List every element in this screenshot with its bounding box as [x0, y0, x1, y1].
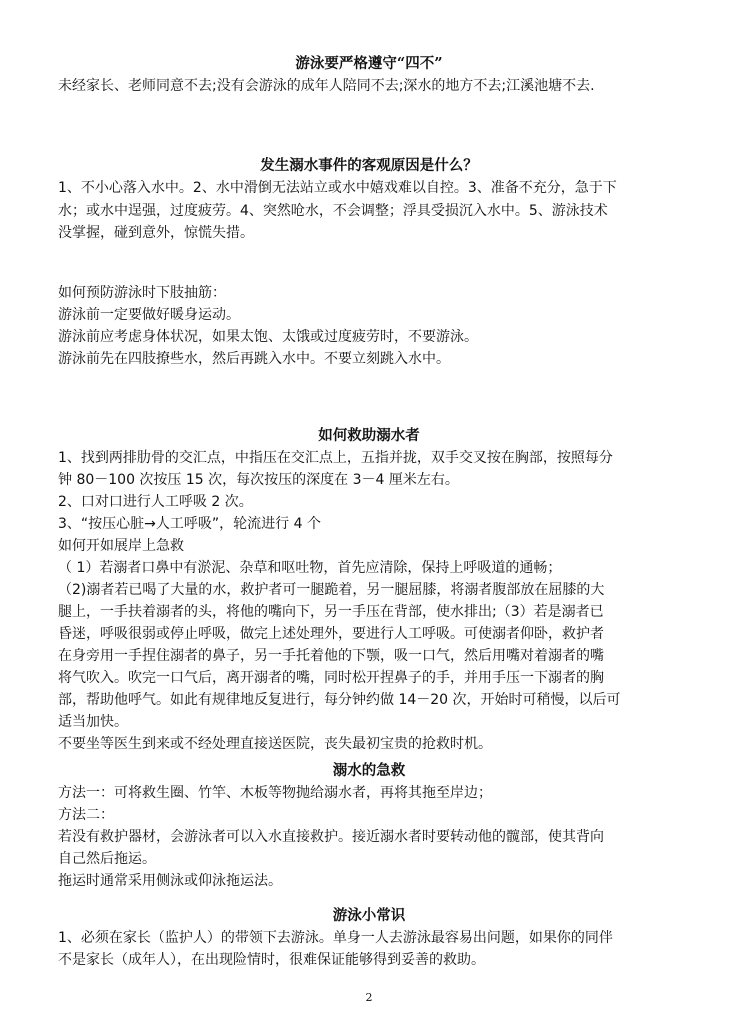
paragraph-line: 适当加快。 [58, 714, 128, 730]
paragraph-line: 1、必须在家长（监护人）的带领下去游泳。单身一人去游泳最容易出问题，如果你的同伴 [58, 930, 613, 946]
paragraph-line: 如何预防游泳时下肢抽筋： [58, 285, 226, 301]
paragraph-line: 方法二： [58, 807, 114, 823]
paragraph-line: 将气吹入。吹完一口气后，离开溺者的嘴，同时松开捏鼻子的手，并用手压一下溺者的胸 [58, 670, 604, 686]
paragraph-line: 1、不小心落入水中。2、水中滑倒无法站立或水中嬉戏难以自控。3、准备不充分，急于下 [58, 180, 617, 196]
paragraph-line: 游泳前一定要做好暖身运动。 [58, 307, 240, 323]
paragraph-line: 在身旁用一手捏住溺者的鼻子，另一手托着他的下颚，吸一口气，然后用嘴对着溺者的嘴 [58, 648, 604, 664]
page-number: 2 [365, 991, 373, 1004]
paragraph-line: 腿上，一手扶着溺者的头，将他的嘴向下，另一手压在背部，使水排出;（3）若是溺者已 [58, 604, 604, 620]
paragraph-line: 拖运时通常采用侧泳或仰泳拖运法。 [58, 873, 282, 889]
paragraph-line: 1、找到两排肋骨的交汇点，中指压在交汇点上，五指并拢，双手交叉按在胸部，按照每分 [58, 450, 613, 466]
section-title-first-aid: 溺水的急救 [332, 762, 406, 779]
section-title-four-nots: 游泳要严格遵守“四不” [295, 55, 443, 72]
paragraph-line: 钟 80－100 次按压 15 次，每次按压的深度在 3－4 厘米左右。 [58, 472, 459, 488]
section-title-drowning-causes: 发生溺水事件的客观原因是什么？ [260, 157, 478, 174]
paragraph-line: 方法一：可将救生圈、竹竿、木板等物抛给溺水者，再将其拖至岸边； [58, 785, 492, 801]
paragraph-line: 如何开如展岸上急救 [58, 538, 184, 554]
paragraph-line: 自己然后拖运。 [58, 851, 156, 867]
section-title-swimming-tips: 游泳小常识 [332, 907, 406, 924]
paragraph-line: 没掌握，碰到意外，惊慌失措。 [58, 225, 254, 241]
paragraph-line: 部，帮助他呼气。如此有规律地反复进行，每分钟约做 14－20 次，开始时可稍慢，以后可 [58, 692, 621, 708]
paragraph-line: （ 1）若溺者口鼻中有淤泥、杂草和呕吐物，首先应清除，保持上呼吸道的通畅； [58, 560, 562, 576]
section-title-rescue: 如何救助溺水者 [318, 427, 420, 444]
paragraph-line: 昏迷，呼吸很弱或停止呼吸，做完上述处理外，要进行人工呼吸。可使溺者仰卧，救护者 [58, 626, 604, 642]
paragraph-line: 游泳前先在四肢撩些水，然后再跳入水中。不要立刻跳入水中。 [58, 351, 450, 367]
paragraph-line: 若没有救护器材，会游泳者可以入水直接救护。接近溺水者时要转动他的髋部，使其背向 [58, 829, 604, 845]
paragraph-line: 游泳前应考虑身体状况，如果太饱、太饿或过度疲劳时，不要游泳。 [58, 329, 478, 345]
paragraph-line: 未经家长、老师同意不去;没有会游泳的成年人陪同不去;深水的地方不去;江溪池塘不去. [58, 78, 595, 94]
paragraph-line: 不是家长（成年人），在出现险情时，很难保证能够得到妥善的救助。 [58, 952, 485, 968]
paragraph-line: 水；或水中逞强，过度疲劳。4、突然呛水，不会调整；浮具受损沉入水中。5、游泳技术 [58, 203, 608, 219]
paragraph-line: （2)溺者若已喝了大量的水，救护者可一腿跪着，另一腿屈膝，将溺者腹部放在屈膝的大 [58, 582, 605, 598]
paragraph-line: 3、“按压心脏→人工呼吸”，轮流进行 4 个 [58, 516, 321, 532]
paragraph-line: 2、口对口进行人工呼吸 2 次。 [58, 494, 253, 510]
paragraph-line: 不要坐等医生到来或不经处理直接送医院，丧失最初宝贵的抢救时机。 [58, 736, 492, 752]
